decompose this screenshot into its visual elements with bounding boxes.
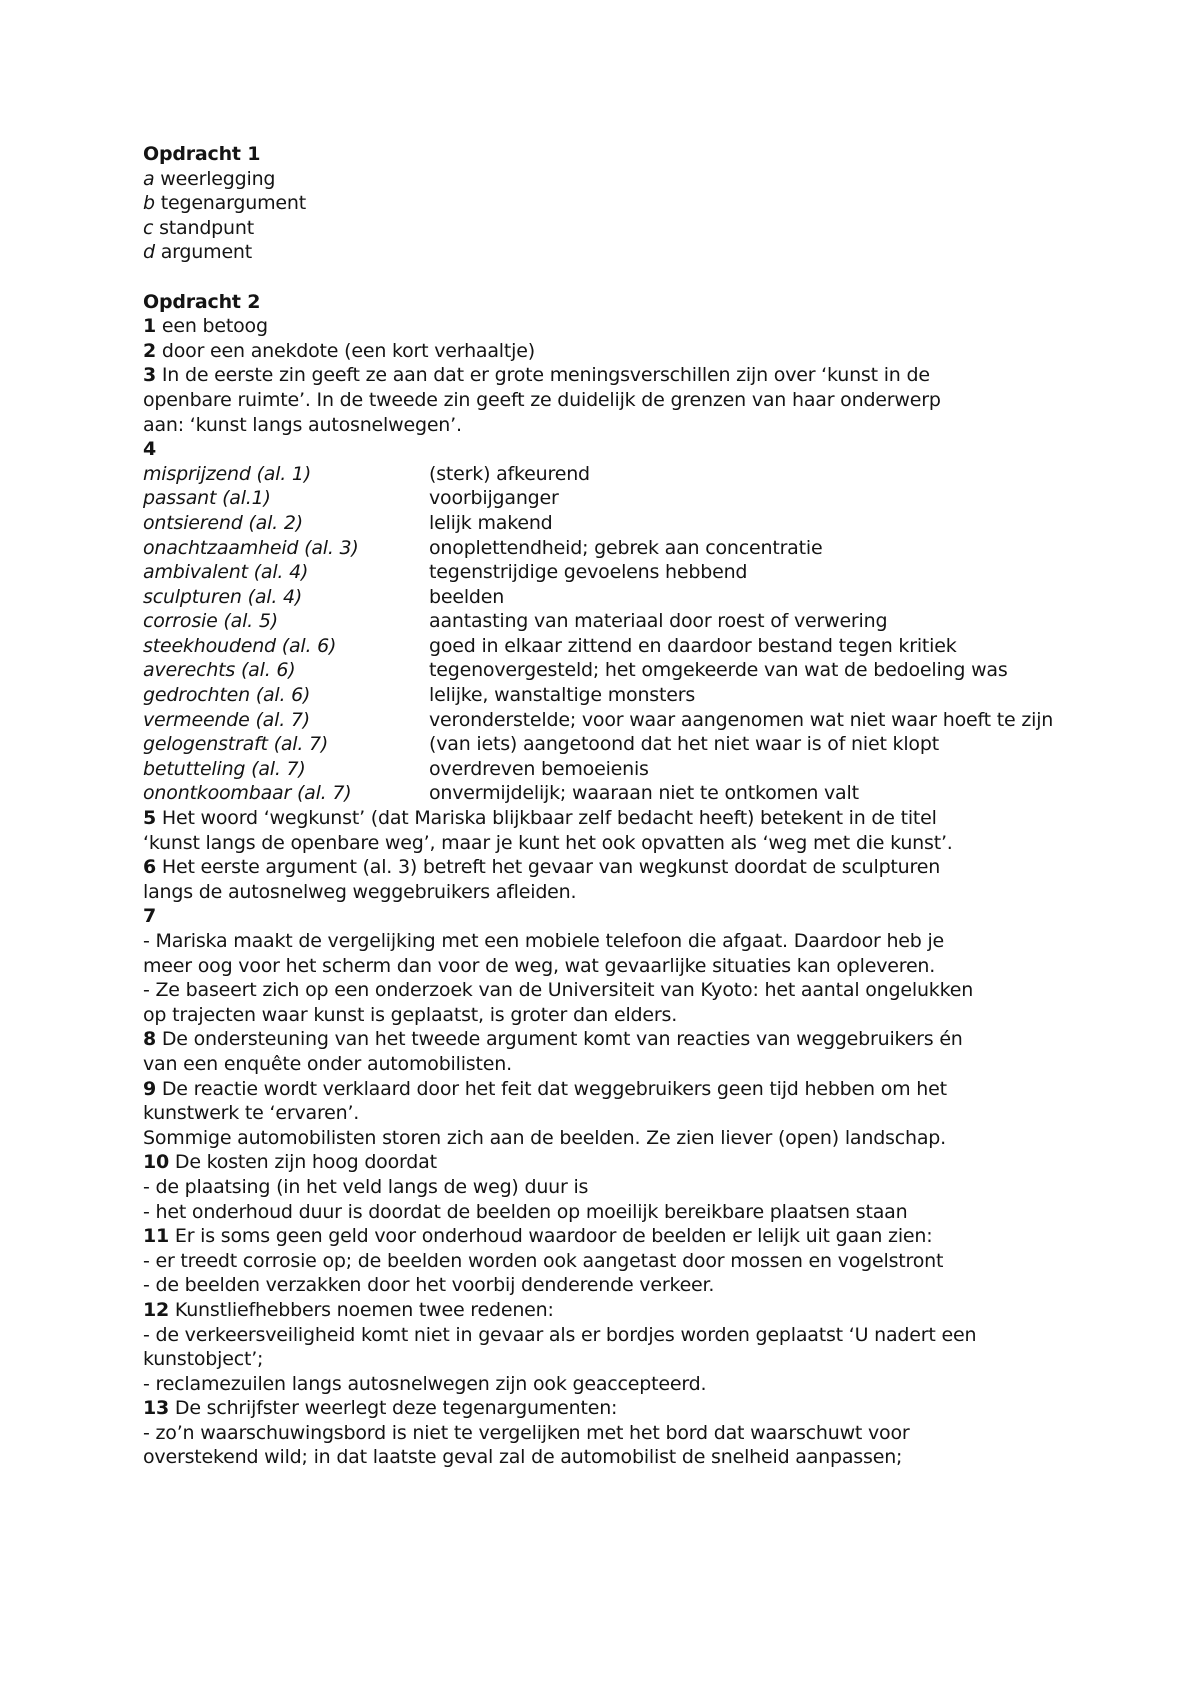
term-row: averechts (al. 6) tegenovergesteld; het omgekeerde van wat de bedoeling was: [143, 659, 1008, 682]
spacer: [143, 265, 1083, 290]
term-row: onontkoombaar (al. 7) onvermijdelijk; waaraan niet te ontkomen valt: [143, 782, 859, 805]
answer-8: 8 De ondersteuning van het tweede argument komt van reacties van weggebruikers én van een enquête onder automobilisten.: [143, 1028, 963, 1075]
answer-10: 10 De kosten zijn hoog doordat - de plaatsing (in het veld langs de weg) duur is - het onderhoud duur is doordat de beelden op moeilijk bereikbare plaatsen staan: [143, 1151, 908, 1223]
opdracht-2-title: Opdracht 2: [143, 290, 261, 313]
opdracht-1-item-a: a weerlegging: [143, 167, 276, 190]
answer-13: 13 De schrijfster weerlegt deze tegenargumenten: - zo’n waarschuwingsbord is niet te vergelijken met het bord dat waarschuwt voor overstekend wild; in dat laatste geval zal de automobilist de snelheid aanpassen;: [143, 1397, 910, 1469]
opdracht-1-title: Opdracht 1: [143, 143, 261, 165]
term-row: corrosie (al. 5) aantasting van materiaal door roest of verwering: [143, 610, 888, 633]
answer-6: 6 Het eerste argument (al. 3) betreft het gevaar van wegkunst doordat de sculpturen langs de autosnelweg weggebruikers afleiden.: [143, 856, 941, 903]
answer-3: 3 In de eerste zin geeft ze aan dat er grote meningsverschillen zijn over ‘kunst in de openbare ruimte’. In de tweede zin geeft ze duidelijk de grenzen van haar onderwerp aan: ‘kunst langs autosnelwegen’.: [143, 364, 941, 436]
term-row: betutteling (al. 7) overdreven bemoeienis: [143, 757, 649, 780]
answer-9: 9 De reactie wordt verklaard door het feit dat weggebruikers geen tijd hebben om het kunstwerk te ‘ervaren’. Sommige automobilisten storen zich aan de beelden. Ze zien liever (open) landschap.: [143, 1077, 947, 1149]
opdracht-1-item-b: b tegenargument: [143, 192, 306, 215]
opdracht-1-item-d: d argument: [143, 241, 253, 264]
term-row: passant (al.1) voorbijganger: [143, 487, 559, 510]
term-row: steekhoudend (al. 6) goed in elkaar zittend en daardoor bestand tegen kritiek: [143, 634, 957, 657]
term-row: vermeende (al. 7) veronderstelde; voor waar aangenomen wat niet waar hoeft te zijn: [143, 708, 1054, 731]
term-row: gedrochten (al. 6) lelijke, wanstaltige monsters: [143, 684, 696, 707]
answer-1: 1 een betoog: [143, 315, 268, 338]
answer-12: 12 Kunstliefhebbers noemen twee redenen: - de verkeersveiligheid komt niet in gevaar als er bordjes worden geplaatst ‘U nadert een kunstobject’; - reclamezuilen langs autosnelwegen zijn ook geaccepteerd.: [143, 1298, 977, 1395]
answer-7: 7 - Mariska maakt de vergelijking met een mobiele telefoon die afgaat. Daardoor heb je meer oog voor het scherm dan voor de weg, wat gevaarlijke situaties kan opleveren. - Ze baseert zich op een onderzoek van de Universiteit van Kyoto: het aantal ongelukken op trajecten waar kunst is geplaatst, is groter dan elders.: [143, 905, 974, 1026]
opdracht-1-item-c: c standpunt: [143, 216, 254, 239]
document-page: [143, 142, 1083, 1470]
answer-5: 5 Het woord ‘wegkunst’ (dat Mariska blijkbaar zelf bedacht heeft) betekent in de titel ‘kunst langs de openbare weg’, maar je kunt het ook opvatten als ‘weg met die kunst’.: [143, 807, 953, 854]
term-row: ontsierend (al. 2) lelijk makend: [143, 511, 553, 534]
answer-2: 2 door een anekdote (een kort verhaaltje): [143, 339, 535, 362]
answer-11: 11 Er is soms geen geld voor onderhoud waardoor de beelden er lelijk uit gaan zien: - er treedt corrosie op; de beelden worden ook aangetast door mossen en vogelstront - de beelden verzakken door het voorbij denderende verkeer.: [143, 1225, 944, 1297]
term-row: ambivalent (al. 4) tegenstrijdige gevoelens hebbend: [143, 561, 748, 584]
term-row: gelogenstraft (al. 7) (van iets) aangetoond dat het niet waar is of niet klopt: [143, 733, 939, 756]
term-row: sculpturen (al. 4) beelden: [143, 585, 505, 608]
term-row: misprijzend (al. 1) (sterk) afkeurend: [143, 462, 590, 485]
term-row: onachtzaamheid (al. 3) onoplettendheid; gebrek aan concentratie: [143, 536, 823, 559]
answer-4: 4 misprijzend (al. 1) (sterk) afkeurend passant (al.1) voorbijganger ontsierend (al. 2) lelijk makend onachtzaamheid (al. 3) onoplettendheid; gebrek aan concentratie ambivalent (al. 4) tegenstrijdige gevoelens hebbend sculpturen (al. 4) beelden corrosie (al. 5) aantasting van materiaal door roest of verwering steekhoudend (al. 6) goed in elkaar zittend en daardoor bestand tegen kritiek averechts (al. 6) tegenovergesteld; het omgekeerde van wat de bedoeling was gedrochten (al. 6) lelijke, wanstaltige monsters vermeende (al. 7) veronderstelde; voor waar aangenomen wat niet waar hoeft te zijn gelogenstraft (al. 7) (van iets) aangetoond dat het niet waar is of niet klopt betutteling (al. 7) overdreven bemoeienis onontkoombaar (al. 7) onvermijdelijk; waaraan niet te ontkomen valt: [143, 437, 1083, 806]
